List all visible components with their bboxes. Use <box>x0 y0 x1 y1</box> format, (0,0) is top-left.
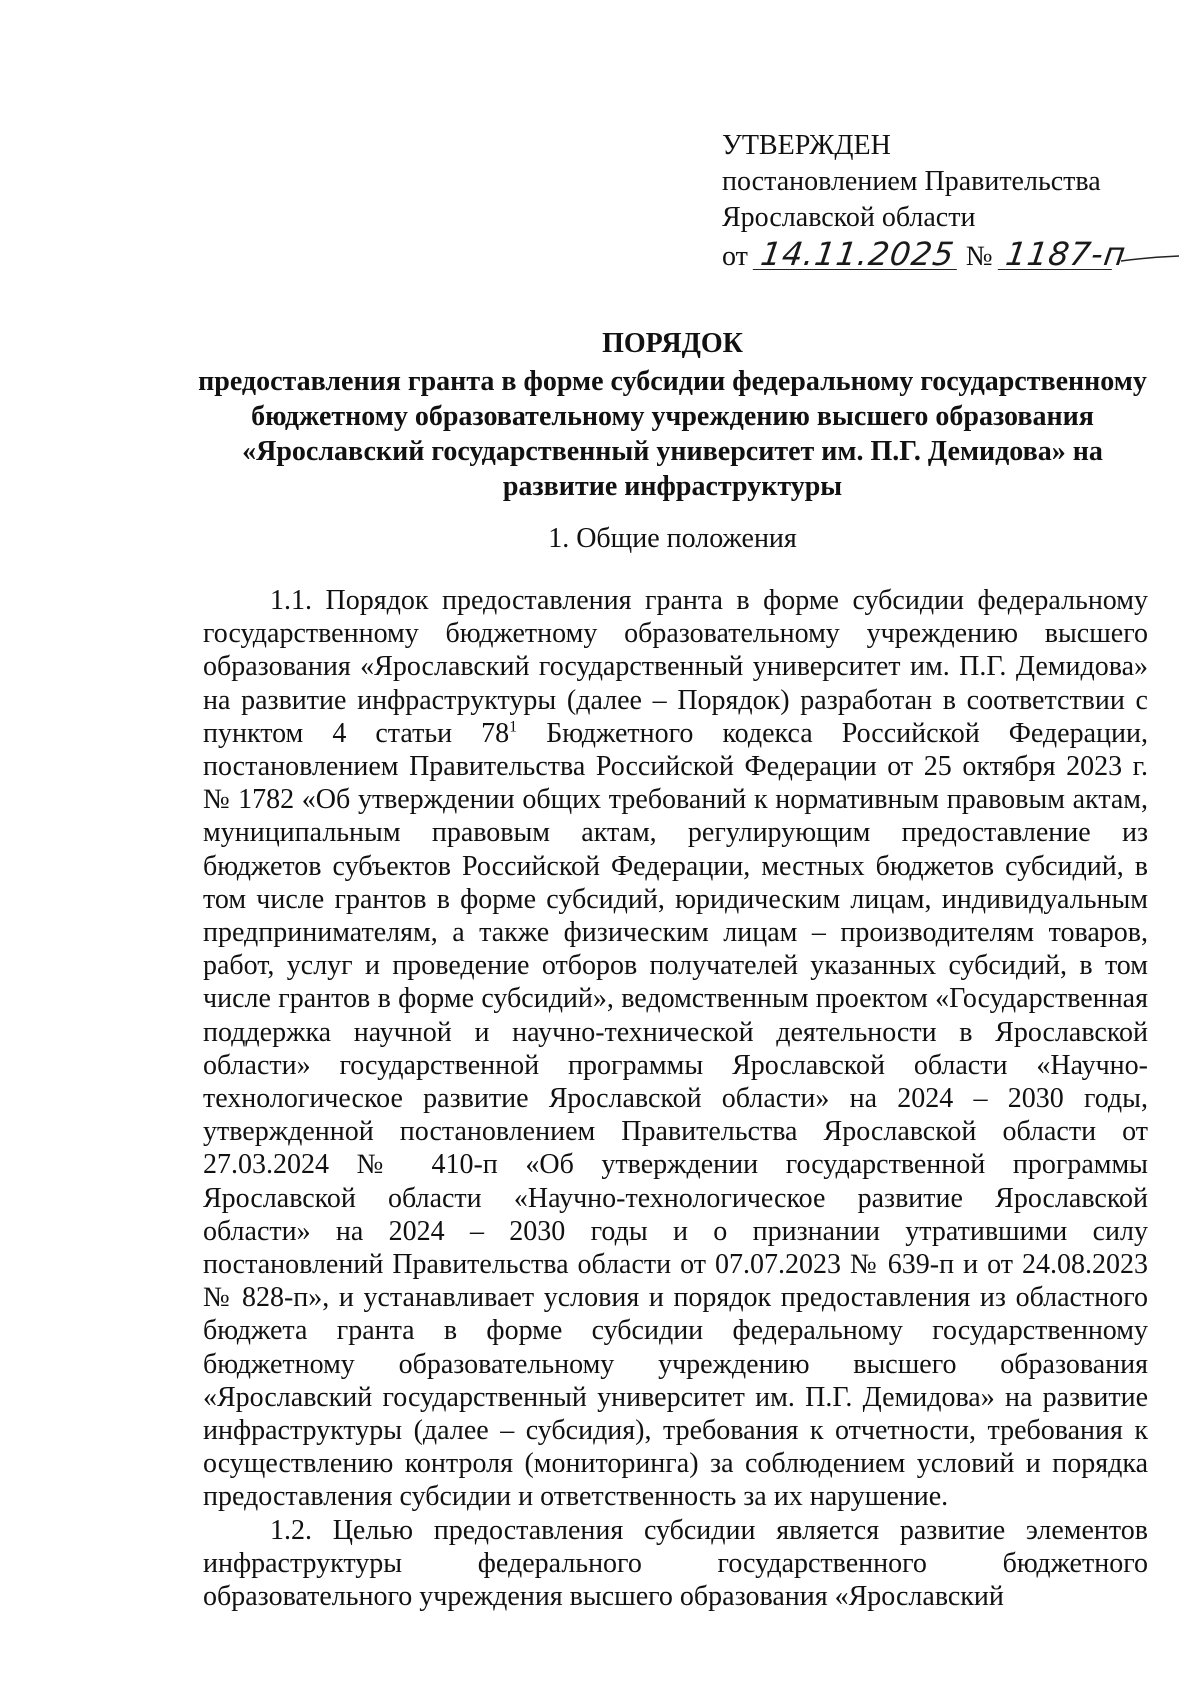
document-subtitle: предоставления гранта в форме субсидии федеральному государственному бюджетному образовательному учреждению высшего образования «Ярославский государственный университет им. П.Г. Демидова» на развитие инфраструктуры <box>198 366 1147 502</box>
approval-date-number-line <box>722 236 1181 275</box>
handwritten-date: 14.11.2025 <box>752 236 961 272</box>
approval-heading: УТВЕРЖДЕН <box>722 130 891 161</box>
date-prefix: от <box>722 241 748 272</box>
document-title-block <box>190 326 1155 504</box>
handwritten-number: 1187-п <box>997 236 1116 272</box>
article-superscript: 1 <box>509 718 518 736</box>
document-body <box>203 584 1148 1613</box>
paragraph-1-1-text-a: 1.1. Порядок предоставления гранта в форме субсидии федеральному государственному бюджетному образовательному учреждению высшего образования «Ярославский государственный университет им. П.Г. Демидова» на развитие инфраструктуры (далее – Порядок) разработан в соответствии с пунктом 4 статьи 78 <box>203 585 1148 749</box>
section-heading: 1. Общие положения <box>548 523 797 554</box>
approval-line-1: постановлением Правительства <box>722 166 1101 197</box>
paragraph-1-1 <box>203 584 1148 1514</box>
number-sign: № <box>965 241 993 272</box>
paragraph-1-1-text-b: Бюджетного кодекса Российской Федерации, постановлением Правительства Российской Федерации от 25 октября 2023 г. № 1782 «Об утверждении общих требований к нормативным правовым актам, муниципальным правовым актам, регулирующим предоставление из бюджетов субъектов Российской Федерации, местных бюджетов субсидий, в том числе грантов в форме субсидий, юридическим лицам, индивидуальным предпринимателям, а также физическим лицам – производителям товаров, работ, услуг и проведение отборов получателей указанных субсидий, в том числе грантов в форме субсидий», ведомственным проектом «Государственная поддержка научной и научно-технической деятельности в Ярославской области» государственной программы Ярославской области «Научно-технологическое развитие Ярославской области» на 2024 – 2030 годы, утвержденной постановлением Правительства Ярославской области от 27.03.2024 № 410-п «Об утверждении государственной программы Ярославской области «Научно-технологическое развитие Ярославской области» на 2024 – 2030 годы и о признании утратившими силу постановлений Правительства области от 07.07.2023 № 639-п и от 24.08.2023 № 828-п», и устанавливает условия и порядок предоставления из областного бюджета гранта в форме субсидии федеральному государственному бюджетному образовательному учреждению высшего образования «Ярославский государственный университет им. П.Г. Демидова» на развитие инфраструктуры (далее – субсидия), требования к отчетности, требования к осуществлению контроля (мониторинга) за соблюдением условий и порядка предоставления субсидии и ответственность за их нарушение. <box>203 717 1148 1513</box>
handwritten-tail-stroke <box>1121 254 1181 264</box>
document-title: ПОРЯДОК <box>602 328 743 359</box>
approval-line-2: Ярославской области <box>722 202 976 233</box>
paragraph-1-2: 1.2. Целью предоставления субсидии является развитие элементов инфраструктуры федерального государственного бюджетного образовательного учреждения высшего образования «Ярославский <box>203 1514 1148 1613</box>
approval-stamp-block <box>722 128 1181 275</box>
